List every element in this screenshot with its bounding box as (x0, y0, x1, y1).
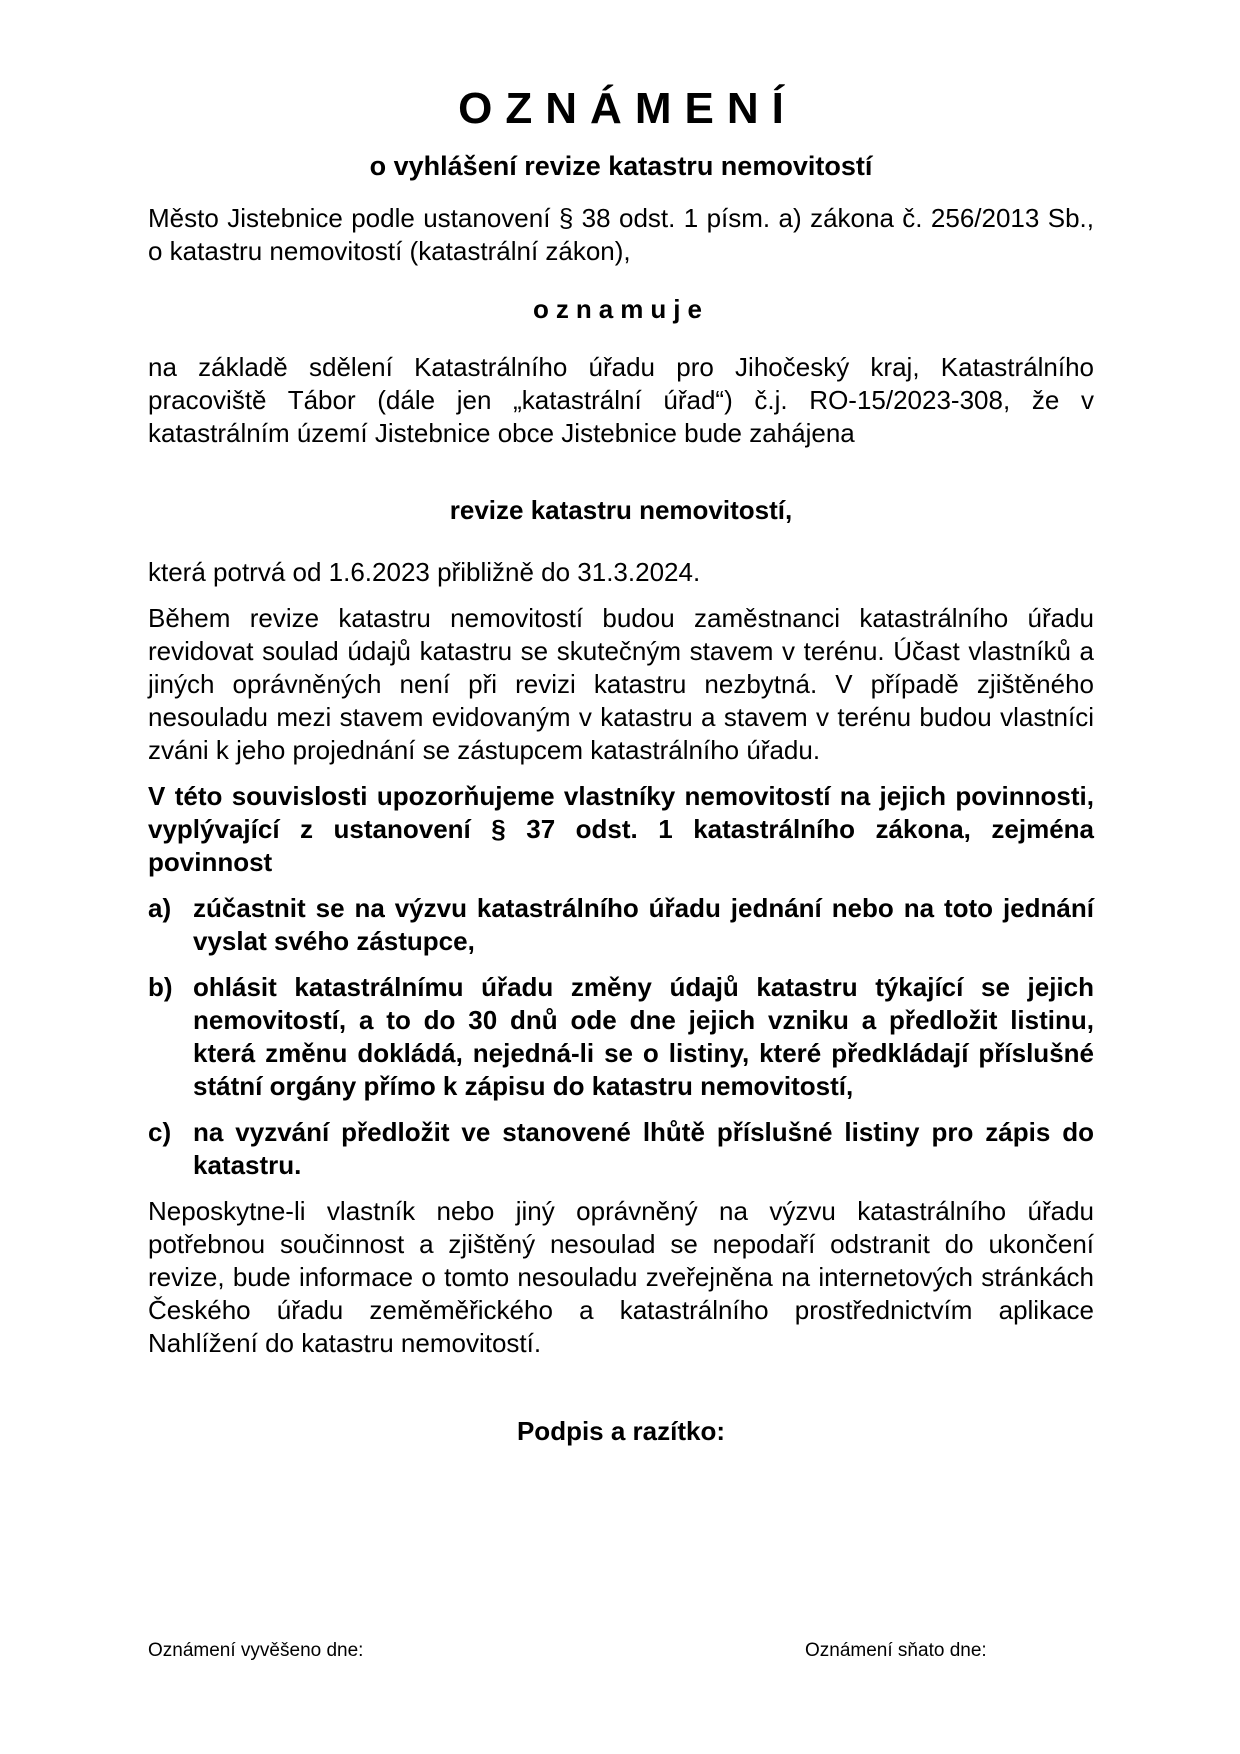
basis-paragraph: na základě sdělení Katastrálního úřadu pro Jihočeský kraj, Katastrálního pracoviště Tábor (dále jen „katastrální úřad“) č.j. RO-15/2023-308, že v katastrálním území Jistebnice obce Jistebnice bude zahájena (148, 352, 1094, 448)
list-item-text: ohlásit katastrálnímu úřadu změny údajů katastru týkající se jejich nemovitostí, a to do 30 dnů ode dne jejich vzniku a předložit listinu, která změnu dokládá, nejedná-li se o listiny, které předkládají příslušné státní orgány přímo k zápisu do katastru nemovitostí, (193, 972, 1094, 1101)
removed-date-label: Oznámení sňato dne: (805, 1640, 987, 1661)
list-marker: c) (148, 1117, 172, 1147)
list-marker: b) (148, 972, 173, 1002)
description-paragraph: Během revize katastru nemovitostí budou zaměstnanci katastrálního úřadu revidovat soulad údajů katastru se skutečným stavem v terénu. Účast vlastníků a jiných oprávněných není při revizi katastru nezbytná. V případě zjištěného nesouladu mezi stavem evidovaným v katastru a stavem v terénu budou vlastníci zváni k jeho projednání se zástupcem katastrálního úřadu. (148, 603, 1094, 765)
list-marker: a) (148, 893, 172, 923)
duration-paragraph: která potrvá od 1.6.2023 přibližně do 31.3.2024. (148, 557, 701, 587)
consequence-paragraph: Neposkytne-li vlastník nebo jiný oprávněný na výzvu katastrálního úřadu potřebnou součinnost a zjištěný nesoulad se nepodaří odstranit do ukončení revize, bude informace o tomto nesouladu zveřejněna na internetových stránkách Českého úřadu zeměměřického a katastrálního prostřednictvím aplikace Nahlížení do katastru nemovitostí. (148, 1196, 1094, 1358)
list-item (148, 1116, 1094, 1182)
notice-document (148, 80, 1094, 1448)
subject-heading: revize katastru nemovitostí, (449, 495, 793, 525)
page-title: OZNÁMENÍ (458, 84, 797, 133)
intro-paragraph: Město Jistebnice podle ustanovení § 38 odst. 1 písm. a) zákona č. 256/2013 Sb., o katastru nemovitostí (katastrální zákon), (148, 203, 1094, 266)
notice-paragraph: V této souvislosti upozorňujeme vlastníky nemovitostí na jejich povinnosti, vyplývající z ustanovení § 37 odst. 1 katastrálního zákona, zejména povinnost (148, 781, 1094, 877)
list-item-text: zúčastnit se na výzvu katastrálního úřadu jednání nebo na toto jednání vyslat svého zástupce, (193, 893, 1094, 956)
posted-date-label: Oznámení vyvěšeno dne: (148, 1640, 364, 1661)
announces-heading: oznamuje (533, 294, 709, 324)
list-item (148, 971, 1094, 1103)
page-subtitle: o vyhlášení revize katastru nemovitostí (369, 151, 873, 181)
list-item (148, 892, 1094, 958)
signature-label: Podpis a razítko: (516, 1416, 726, 1446)
list-item-text: na vyzvání předložit ve stanovené lhůtě příslušné listiny pro zápis do katastru. (193, 1117, 1094, 1180)
obligations-list (148, 892, 1094, 1182)
